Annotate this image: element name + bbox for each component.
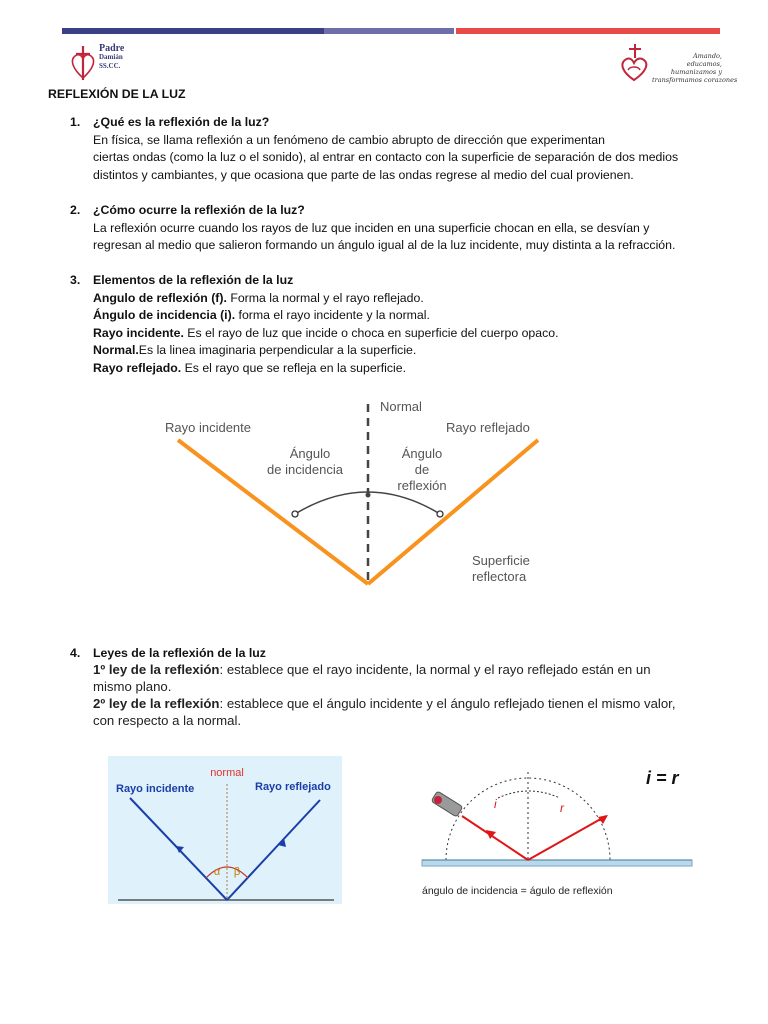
law-2-cont: con respecto a la normal. (93, 713, 242, 728)
element-term: Angulo de reflexión (f). (93, 290, 227, 305)
page-title: REFLEXIÓN DE LA LUZ (48, 87, 186, 101)
section-3 (93, 272, 733, 377)
r-label: r (560, 801, 564, 815)
logo-line-1: Padre (99, 43, 125, 54)
arc-end-right (437, 511, 443, 517)
normal-label: normal (210, 767, 244, 779)
reflection-diagram (150, 392, 590, 592)
law-1 (93, 661, 733, 678)
element-item (93, 360, 733, 378)
logo-line-2: Damián (99, 53, 123, 61)
reflected-ray-label: Rayo reflejado (255, 781, 331, 793)
motto-line-4: transformamos corazones (652, 76, 738, 84)
section-2-heading: ¿Cómo ocurre la reflexión de la luz? (93, 203, 305, 217)
formula-label: i = r (646, 768, 679, 788)
law-term: 2º ley de la reflexión (93, 696, 220, 711)
law-desc: : establece que el rayo incidente, la normal y el rayo reflejado están en un (219, 662, 651, 677)
section-2-line-1: La reflexión ocurre cuando los rayos de luz que inciden en una superficie chocan en ella, se desvían y (93, 220, 650, 235)
motto-line-2: educamos, (686, 60, 722, 68)
motto-logo (618, 40, 738, 86)
reflected-ray (528, 816, 606, 860)
section-1 (93, 114, 733, 184)
section-4-heading: Leyes de la reflexión de la luz (93, 646, 266, 660)
element-desc: Es el rayo que se refleja en la superficie. (181, 360, 407, 375)
header-bar-dark (62, 28, 324, 34)
reflected-ray-label: Rayo reflejado (446, 420, 530, 435)
element-desc: Es el rayo de luz que incide o choca en superficie del cuerpo opaco. (183, 325, 559, 340)
reflection-angle-label-1: Ángulo (401, 446, 443, 461)
element-term: Rayo incidente. (93, 325, 184, 340)
section-1-line-3: distintos y cambiantes, y que ocasiona que parte de las ondas regrese al medio del cual provienen. (93, 167, 634, 182)
diagram-caption: ángulo de incidencia = águlo de reflexión (422, 885, 613, 897)
element-item (93, 290, 733, 308)
surface-label-1: Superficie (472, 553, 530, 568)
alpha-label: α (213, 866, 221, 878)
i-label: i (494, 797, 497, 811)
section-1-heading: ¿Qué es la reflexión de la luz? (93, 115, 270, 129)
padre-damian-logo (68, 40, 148, 84)
section-3-number: 3. (70, 273, 81, 287)
section-1-number: 1. (70, 115, 81, 129)
equal-angles-diagram (418, 760, 718, 902)
element-desc: Forma la normal y el rayo reflejado. (226, 290, 424, 305)
heart-cross-icon (68, 40, 98, 84)
surface-label-2: reflectora (472, 569, 527, 584)
section-4-number: 4. (70, 646, 81, 660)
incidence-angle-label-1: Ángulo (289, 446, 331, 461)
section-2-number: 2. (70, 203, 81, 217)
angle-arc (498, 791, 560, 798)
element-desc: forma el rayo incidente y la normal. (235, 308, 430, 322)
element-item (93, 307, 733, 325)
law-1-cont: mismo plano. (93, 679, 172, 694)
incident-ray-label: Rayo incidente (165, 420, 251, 435)
element-term: Rayo reflejado. (93, 360, 182, 375)
incident-ray-label: Rayo incidente (116, 783, 195, 795)
beta-label: β (233, 866, 241, 878)
alpha-beta-diagram (108, 756, 342, 904)
reflection-angle-label-3: reflexión (397, 478, 447, 493)
flashlight-icon (431, 791, 463, 817)
element-term: Normal. (93, 343, 139, 357)
arc-end-left (292, 511, 298, 517)
logo-line-3: SS.CC. (99, 62, 121, 70)
normal-label: Normal (380, 399, 422, 414)
header-bar-mid (324, 28, 454, 34)
law-term: 1º ley de la reflexión (93, 662, 220, 677)
element-desc: Es la linea imaginaria perpendicular a la superficie. (138, 343, 417, 357)
incident-ray (462, 816, 528, 860)
hearts-icon (618, 40, 652, 84)
section-3-heading: Elementos de la reflexión de la luz (93, 273, 294, 287)
element-item (93, 325, 733, 343)
motto-line-1: Amando, (692, 52, 722, 60)
section-2-line-2: regresan al medio que salieron formando un ángulo igual al de la luz incidente, muy distinta a la refracción. (93, 238, 676, 252)
section-1-line-2: ciertas ondas (como la luz o el sonido), al entrar en contacto con la superficie de separación de dos medios (93, 150, 679, 164)
reflection-angle-label-2: de (414, 462, 430, 477)
mirror-surface (422, 860, 692, 866)
section-2 (93, 202, 733, 255)
section-4 (93, 645, 733, 729)
header-bar-red (456, 28, 720, 34)
law-desc: : establece que el ángulo incidente y el ángulo reflejado tienen el mismo valor, (219, 696, 676, 711)
motto-line-3: humanizamos y (670, 68, 722, 76)
law-2 (93, 695, 733, 712)
element-term: Ángulo de incidencia (i). (93, 308, 236, 322)
element-item (93, 342, 733, 360)
incidence-angle-label-2: de incidencia (267, 462, 343, 477)
arc-midpoint (366, 493, 371, 498)
section-1-line-1: En física, se llama reflexión a un fenómeno de cambio abrupto de dirección que experimentan (93, 132, 605, 147)
